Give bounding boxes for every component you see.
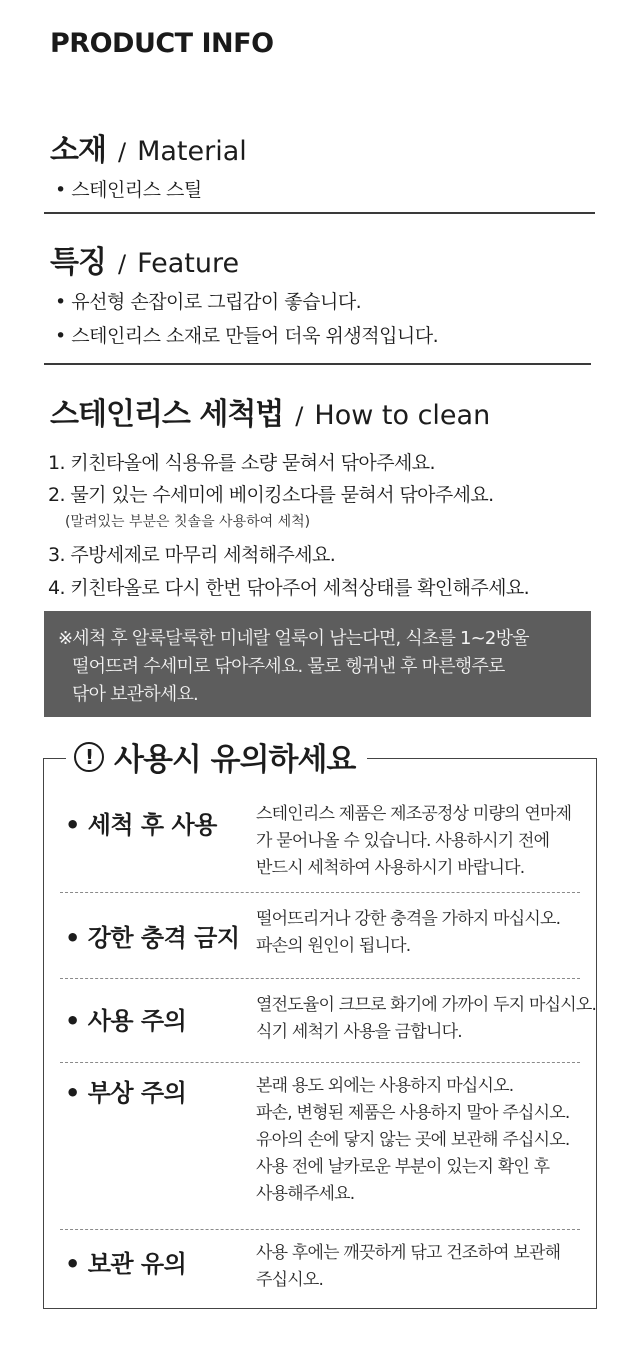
- notice-line: 닦아 보관하세요.: [72, 684, 198, 705]
- feature-title-ko: 특징: [50, 245, 106, 280]
- notice-line: 떨어뜨려 수세미로 닦아주세요. 물로 헹궈낸 후 마른행주로: [72, 656, 505, 677]
- clean-title-ko: 스테인리스 세척법: [50, 397, 284, 432]
- notice-line: ※세척 후 알룩달룩한 미네랄 얼룩이 남는다면, 식초를 1~2방울: [58, 628, 529, 649]
- material-heading: [50, 125, 247, 169]
- caution-label: • 사용 주의: [65, 1007, 187, 1035]
- heading-separator: /: [295, 402, 303, 430]
- material-title-en: Material: [137, 136, 247, 167]
- caution-desc-line: 열전도율이 크므로 화기에 가까이 두지 마십시오.: [256, 995, 597, 1015]
- feature-item: • 유선형 손잡이로 그립감이 좋습니다.: [55, 291, 362, 313]
- divider: [44, 363, 591, 365]
- caution-desc: [256, 992, 596, 1046]
- feature-title-en: Feature: [137, 248, 240, 279]
- caution-desc-line: 반드시 세척하여 사용하시기 바랍니다.: [256, 858, 525, 878]
- clean-title-en: How to clean: [314, 400, 491, 431]
- feature-item: • 스테인리스 소재로 만들어 더욱 위생적입니다.: [55, 325, 439, 347]
- caution-desc-line: 식기 세척기 사용을 금합니다.: [256, 1022, 462, 1042]
- clean-step: 3. 주방세제로 마무리 세척해주세요.: [48, 544, 336, 566]
- material-title-ko: 소재: [50, 133, 106, 168]
- caution-desc-line: 사용 후에는 깨끗하게 닦고 건조하여 보관해: [256, 1243, 561, 1263]
- heading-separator: /: [117, 138, 126, 166]
- caution-desc-line: 사용 전에 날카로운 부분이 있는지 확인 후: [256, 1157, 550, 1177]
- caution-label: • 강한 충격 금지: [65, 924, 240, 952]
- clean-step-note: (말려있는 부분은 칫솔을 사용하여 세척): [65, 514, 311, 530]
- dashed-divider: [60, 1062, 580, 1063]
- cleaning-notice: [44, 611, 591, 717]
- page-title: PRODUCT INFO: [50, 28, 274, 59]
- caution-title: 사용시 유의하세요: [114, 742, 356, 778]
- caution-desc: [256, 1240, 560, 1294]
- caution-desc-line: 파손의 원인이 됩니다.: [256, 936, 411, 956]
- heading-separator: /: [117, 250, 126, 278]
- caution-desc-line: 주십시오.: [256, 1270, 324, 1290]
- caution-desc: [256, 1073, 569, 1208]
- caution-desc: [256, 906, 560, 960]
- caution-label: • 보관 유의: [65, 1250, 187, 1278]
- caution-desc: [256, 801, 571, 882]
- caution-desc-line: 사용해주세요.: [256, 1184, 355, 1204]
- caution-desc-line: 떨어뜨리거나 강한 충격을 가하지 마십시오.: [256, 909, 561, 929]
- material-item: • 스테인리스 스틸: [55, 179, 202, 201]
- clean-step: 4. 키친타올로 다시 한번 닦아주어 세척상태를 확인해주세요.: [48, 577, 530, 599]
- caution-desc-line: 유아의 손에 닿지 않는 곳에 보관해 주십시오.: [256, 1130, 570, 1150]
- dashed-divider: [60, 978, 580, 979]
- caution-desc-line: 본래 용도 외에는 사용하지 마십시오.: [256, 1076, 514, 1096]
- dashed-divider: [60, 892, 580, 893]
- dashed-divider: [60, 1229, 580, 1230]
- clean-heading: [50, 389, 490, 433]
- caution-desc-line: 가 묻어나올 수 있습니다. 사용하시기 전에: [256, 831, 550, 851]
- clean-step: 2. 물기 있는 수세미에 베이킹소다를 묻혀서 닦아주세요.: [48, 484, 494, 506]
- caution-desc-line: 스테인리스 제품은 제조공정상 미량의 연마제: [256, 804, 572, 824]
- caution-label: • 부상 주의: [65, 1079, 187, 1107]
- divider: [44, 212, 595, 214]
- caution-heading: [66, 734, 367, 779]
- clean-step: 1. 키친타올에 식용유를 소량 묻혀서 닦아주세요.: [48, 452, 435, 474]
- exclamation-circle-icon: !: [74, 742, 104, 772]
- feature-heading: [50, 237, 239, 281]
- caution-desc-line: 파손, 변형된 제품은 사용하지 말아 주십시오.: [256, 1103, 570, 1123]
- caution-label: • 세척 후 사용: [65, 811, 217, 839]
